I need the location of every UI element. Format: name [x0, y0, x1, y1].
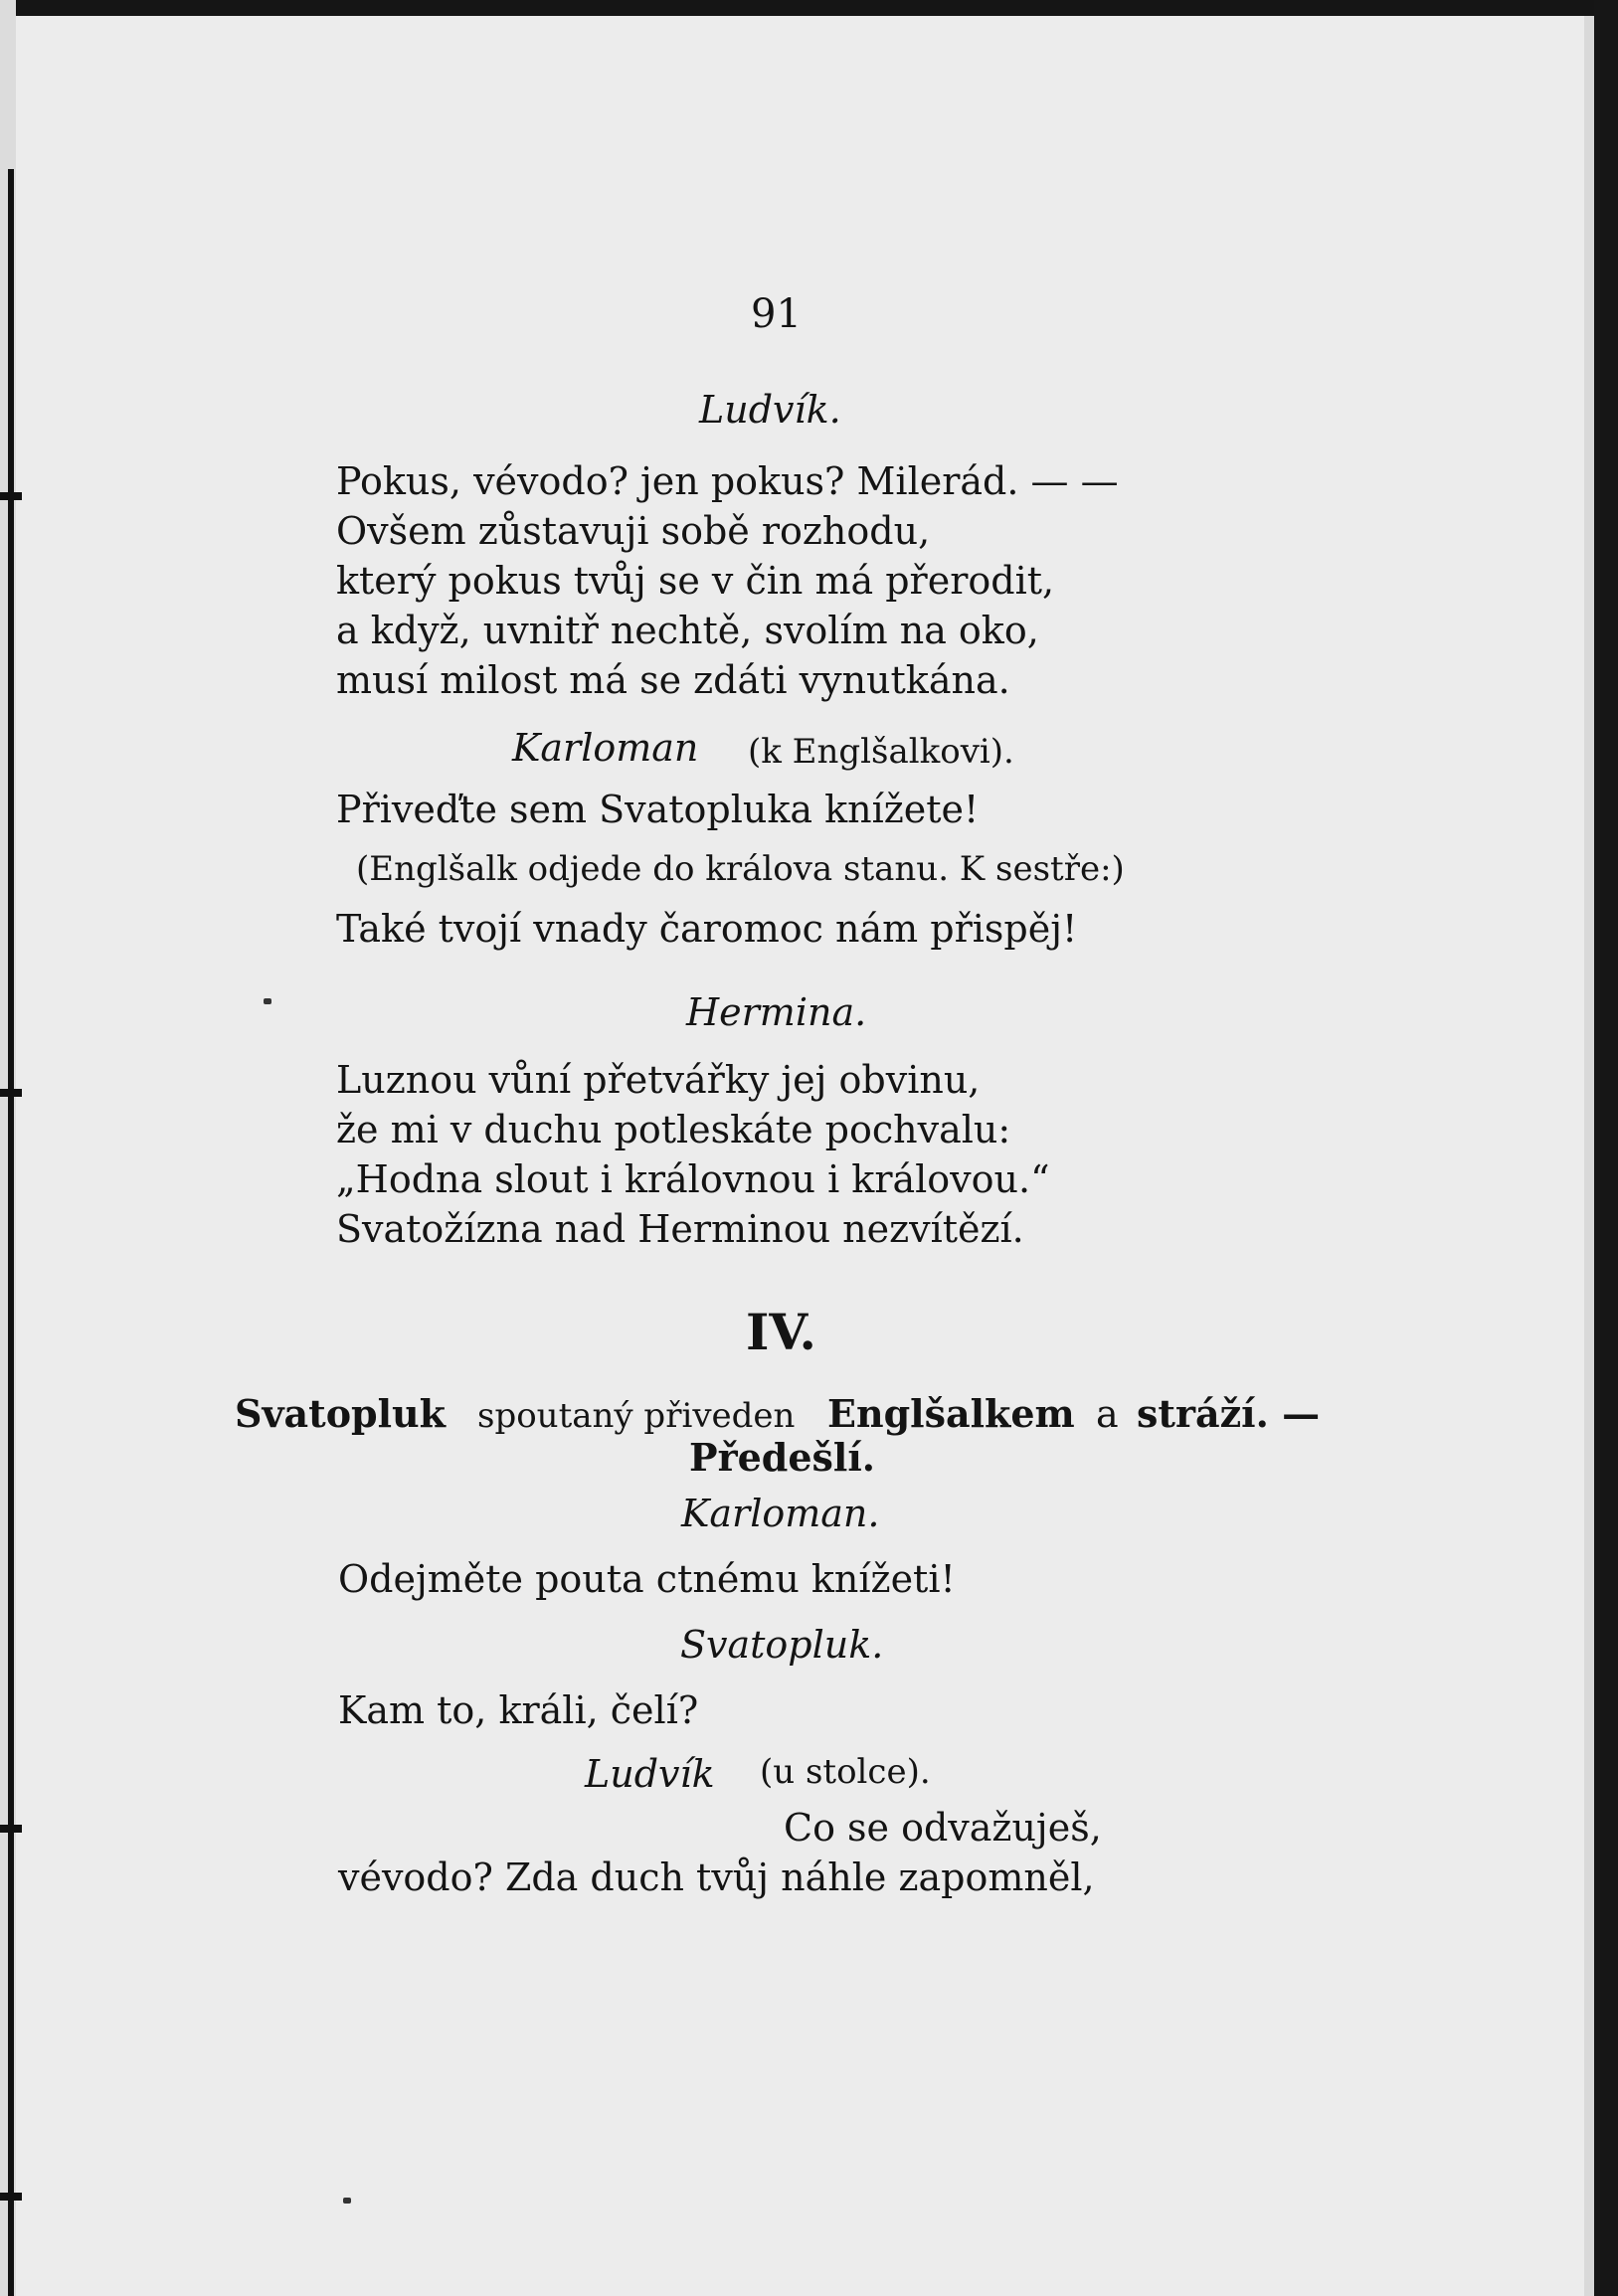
binding-edge: [0, 0, 16, 2296]
verse-line: Svatožízna nad Herminou nezvítězí.: [336, 1207, 1024, 1251]
binding-mark: [0, 2193, 22, 2201]
verse-line: že mi v duchu potleskáte pochvalu:: [336, 1108, 1011, 1151]
page-edge-shadow: [1584, 16, 1594, 2296]
verse-line: Pokus, vévodo? jen pokus? Milerád. — —: [336, 459, 1119, 503]
right-border: [1594, 0, 1618, 2296]
verse-line: Ovšem zůstavuji sobě rozhodu,: [336, 509, 931, 553]
verse-line: musí milost má se zdáti vynutkána.: [336, 658, 1010, 702]
page-number: 91: [751, 291, 802, 337]
stage-direction-name: Svatopluk: [235, 1391, 447, 1436]
binding-mark: [0, 1089, 22, 1097]
verse-line: Co se odvažuješ,: [784, 1806, 1102, 1850]
verse-line: Také tvojí vnady čaromoc nám přispěj!: [336, 907, 1078, 951]
top-border: [0, 0, 1618, 16]
verse-line: „Hodna slout i královnou i královou.“: [336, 1157, 1050, 1201]
stage-direction: (Englšalk odjede do králova stanu. K sestře:): [356, 849, 1125, 889]
binding-mark: [0, 492, 22, 500]
print-speck: [343, 2198, 351, 2204]
verse-line: Kam to, králi, čelí?: [338, 1688, 699, 1732]
verse-line: vévodo? Zda duch tvůj náhle zapomněl,: [338, 1855, 1095, 1899]
print-speck: [264, 998, 271, 1004]
speaker-svatopluk: Svatopluk.: [680, 1623, 884, 1667]
speaker-ludvik: Ludvík: [585, 1752, 715, 1796]
stage-direction-name: Englšalkem: [827, 1391, 1075, 1436]
binding-line: [8, 169, 14, 2296]
speaker-ludvik: Ludvík.: [699, 388, 841, 432]
verse-line: Přiveďte sem Svatopluka knížete!: [336, 788, 980, 831]
scene-heading: IV.: [746, 1303, 816, 1361]
stage-direction: (k Englšalkovi).: [748, 732, 1014, 772]
stage-direction: (u stolce).: [760, 1752, 931, 1792]
verse-line: Odejměte pouta ctnému knížeti!: [338, 1557, 956, 1601]
stage-direction-name: stráží. —: [1137, 1391, 1321, 1436]
speaker-karloman: Karloman.: [681, 1492, 880, 1535]
stage-direction: spoutaný přiveden: [477, 1396, 796, 1436]
speaker-karloman: Karloman: [512, 726, 699, 770]
stage-direction-name: Předešlí.: [689, 1435, 876, 1480]
verse-line: který pokus tvůj se v čin má přerodit,: [336, 559, 1055, 603]
verse-line: Luznou vůní přetvářky jej obvinu,: [336, 1058, 981, 1102]
verse-line: a když, uvnitř nechtě, svolím na oko,: [336, 609, 1039, 652]
speaker-hermina: Hermina.: [686, 990, 867, 1034]
binding-mark: [0, 1825, 22, 1833]
stage-direction: a: [1096, 1392, 1119, 1436]
